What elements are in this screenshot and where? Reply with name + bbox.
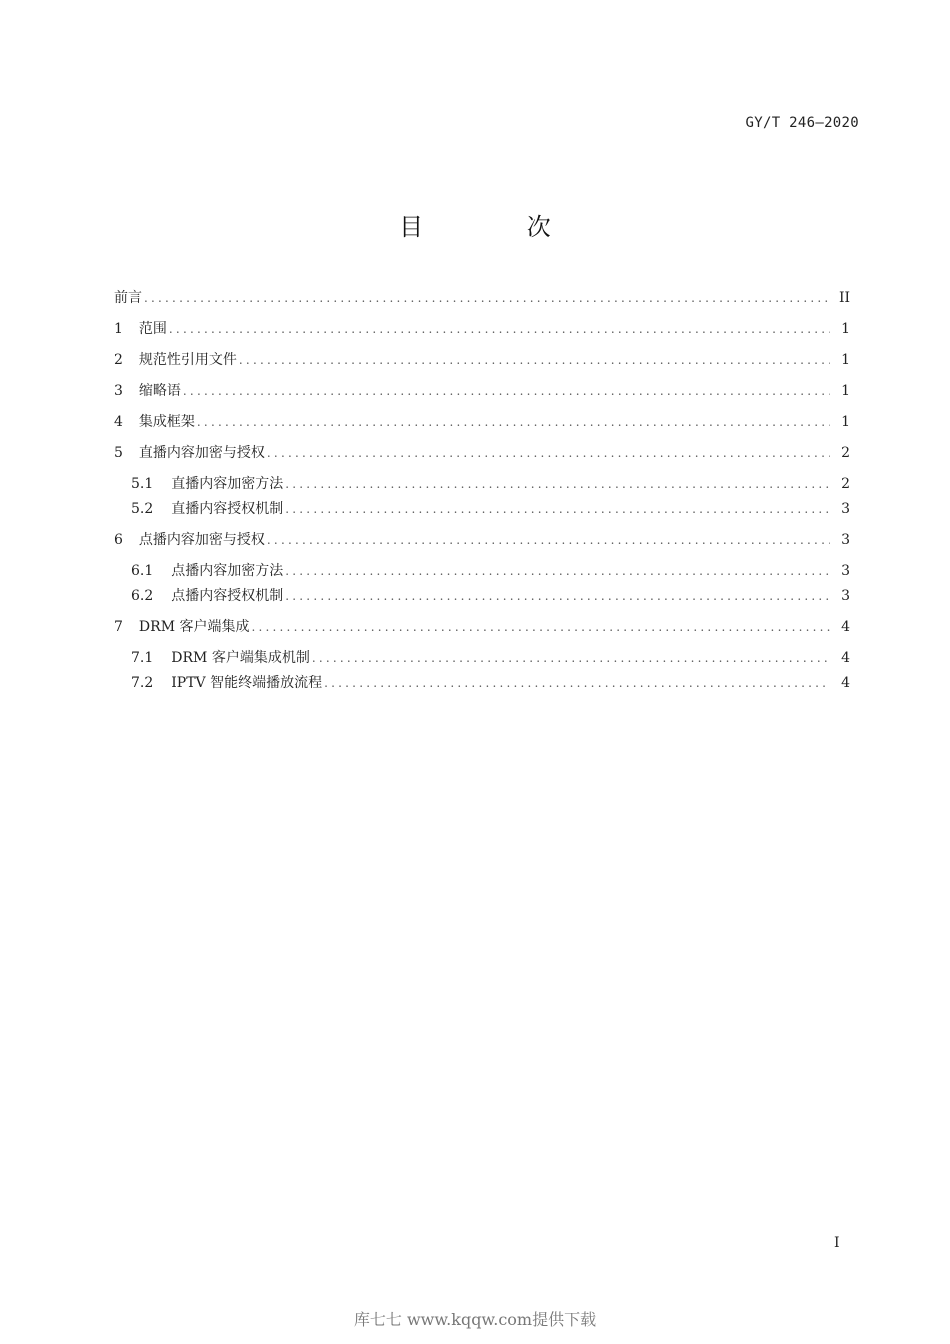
toc-entry-number: 5 xyxy=(114,445,123,461)
toc-entry-number: 5.1 xyxy=(131,476,154,492)
toc-entry-number: 4 xyxy=(114,414,123,430)
toc-entry-number: 1 xyxy=(114,321,123,337)
toc-entry-title: 范围 xyxy=(138,321,167,337)
toc-entry-number: 6 xyxy=(114,532,123,548)
toc-entry[interactable] xyxy=(114,412,850,432)
toc-leader-dots xyxy=(197,412,830,432)
toc-entry-page: 1 xyxy=(841,352,850,368)
toc-entry[interactable] xyxy=(114,530,850,550)
toc-leader-dots xyxy=(312,648,830,668)
toc-entry[interactable] xyxy=(114,673,850,693)
toc-entry[interactable] xyxy=(114,319,850,339)
toc-leader-dots xyxy=(324,673,830,693)
toc-entry[interactable] xyxy=(114,586,850,606)
toc-leader-dots xyxy=(144,288,830,308)
toc-entry-title: 集成框架 xyxy=(138,414,195,430)
toc-entry-page: 3 xyxy=(841,532,850,548)
toc-leader-dots xyxy=(285,561,830,581)
toc-entry-page: 4 xyxy=(841,675,850,691)
toc-entry[interactable] xyxy=(114,474,850,494)
toc-leader-dots xyxy=(251,617,830,637)
toc-entry-page: 3 xyxy=(841,501,850,517)
toc-entry[interactable] xyxy=(114,350,850,370)
toc-entry-title: DRM 客户端集成 xyxy=(138,619,250,635)
toc-entry-title: 直播内容加密方法 xyxy=(171,476,284,492)
toc-entry-page: 2 xyxy=(841,476,850,492)
document-code: GY/T 246—2020 xyxy=(745,115,859,131)
toc-leader-dots xyxy=(183,381,830,401)
toc-entry[interactable] xyxy=(114,499,850,519)
toc-leader-dots xyxy=(267,443,830,463)
toc-entry-page: II xyxy=(838,290,850,306)
toc-leader-dots xyxy=(285,586,830,606)
toc-title: 目 次 xyxy=(399,213,599,241)
toc-entry-title: 点播内容加密与授权 xyxy=(138,532,265,548)
toc-entry-title: 点播内容加密方法 xyxy=(171,563,284,579)
toc-entry-title: 规范性引用文件 xyxy=(138,352,237,368)
toc-entry-number: 3 xyxy=(114,383,123,399)
toc-leader-dots xyxy=(239,350,830,370)
toc-entry-title: 前言 xyxy=(114,290,142,306)
toc-entry-title: 直播内容加密与授权 xyxy=(138,445,265,461)
toc-entry-page: 1 xyxy=(841,383,850,399)
toc-entry-page: 3 xyxy=(841,588,850,604)
toc-leader-dots xyxy=(169,319,830,339)
toc-entry-number: 6.2 xyxy=(131,588,154,604)
toc-entry-number: 5.2 xyxy=(131,501,154,517)
toc-entry-number: 7.1 xyxy=(131,650,154,666)
toc-entry-page: 4 xyxy=(841,619,850,635)
toc-entry[interactable] xyxy=(114,381,850,401)
toc-entry-page: 3 xyxy=(841,563,850,579)
toc-entry-title: IPTV 智能终端播放流程 xyxy=(171,675,323,691)
toc-leader-dots xyxy=(267,530,830,550)
table-of-contents xyxy=(114,288,850,704)
toc-leader-dots xyxy=(285,499,830,519)
page-number: I xyxy=(834,1235,840,1251)
toc-leader-dots xyxy=(285,474,830,494)
toc-entry[interactable] xyxy=(114,648,850,668)
toc-entry[interactable] xyxy=(114,443,850,463)
toc-entry-number: 6.1 xyxy=(131,563,154,579)
toc-entry-title: 点播内容授权机制 xyxy=(171,588,284,604)
toc-entry-page: 1 xyxy=(841,414,850,430)
toc-entry[interactable] xyxy=(114,561,850,581)
footer-watermark: 库七七 www.kqqw.com提供下载 xyxy=(353,1310,597,1329)
toc-entry-title: DRM 客户端集成机制 xyxy=(171,650,310,666)
toc-entry-number: 7.2 xyxy=(131,675,154,691)
toc-entry-number: 7 xyxy=(114,619,123,635)
toc-entry-title: 直播内容授权机制 xyxy=(171,501,284,517)
toc-entry-page: 1 xyxy=(841,321,850,337)
toc-entry-title: 缩略语 xyxy=(138,383,181,399)
toc-entry[interactable] xyxy=(114,617,850,637)
toc-entry-page: 4 xyxy=(841,650,850,666)
toc-entry-page: 2 xyxy=(841,445,850,461)
toc-entry-number: 2 xyxy=(114,352,123,368)
toc-entry[interactable] xyxy=(114,288,850,308)
